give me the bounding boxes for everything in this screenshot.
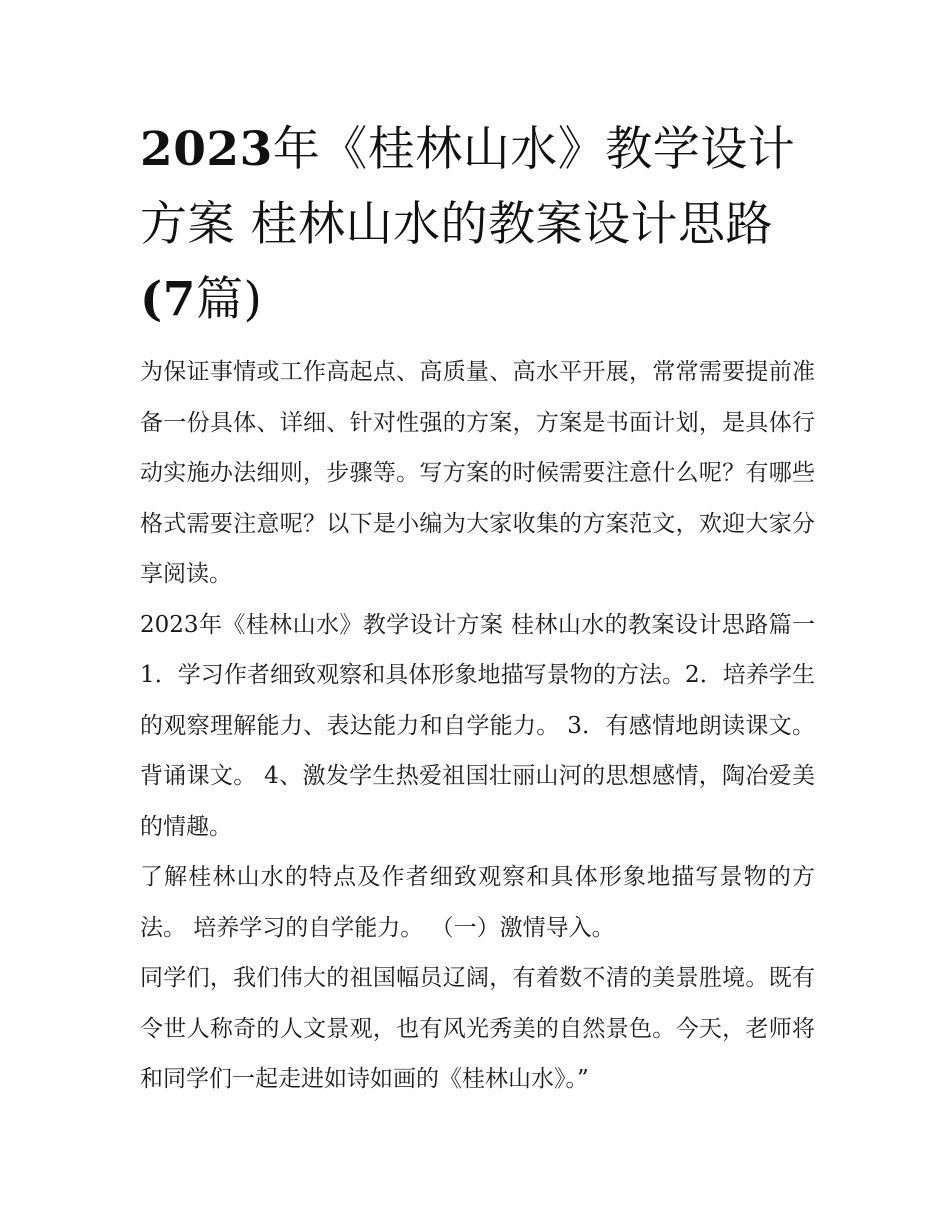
title-count-unit: 篇) <box>195 272 263 327</box>
document-body <box>140 112 815 1105</box>
document-title <box>140 112 815 337</box>
paragraph-intro: 为保证事情或工作高起点、高质量、高水平开展，常常需要提前准备一份具体、详细、针对性强的方案，方案是书面计划，是具体行动实施办法细则，步骤等。写方案的时候需要注意什么呢？有哪些格式需要注意呢？以下是小编为大家收集的方案范文，欢迎大家分享阅读。 <box>140 359 815 587</box>
title-count-number: (7 <box>140 272 196 327</box>
paragraph-key-points: 了解桂林山水的特点及作者细致观察和具体形象地描写景物的方法。 培养学习的自学能力。 （一）激情导入。 <box>140 864 815 941</box>
paragraph-introduction-speech: 同学们，我们伟大的祖国幅员辽阔，有着数不清的美景胜境。既有令世人称奇的人文景观，也有风光秀美的自然景色。今天，老师将和同学们一起走进如诗如画的《桂林山水》。” <box>140 965 815 1092</box>
title-text: 年《桂林山水》教学设计方案 桂林山水的教案设计思路 <box>140 122 796 252</box>
paragraph-objectives: 2023年《桂林山水》教学设计方案 桂林山水的教案设计思路篇一1．学习作者细致观察和具体形象地描写景物的方法。2．培养学生的观察理解能力、表达能力和自学能力。 3．有感情地朗读课文。背诵课文。 4、激发学生热爱祖国壮丽山河的思想感情，陶冶爱美的情趣。 <box>140 611 815 840</box>
title-year: 2023 <box>140 122 273 177</box>
